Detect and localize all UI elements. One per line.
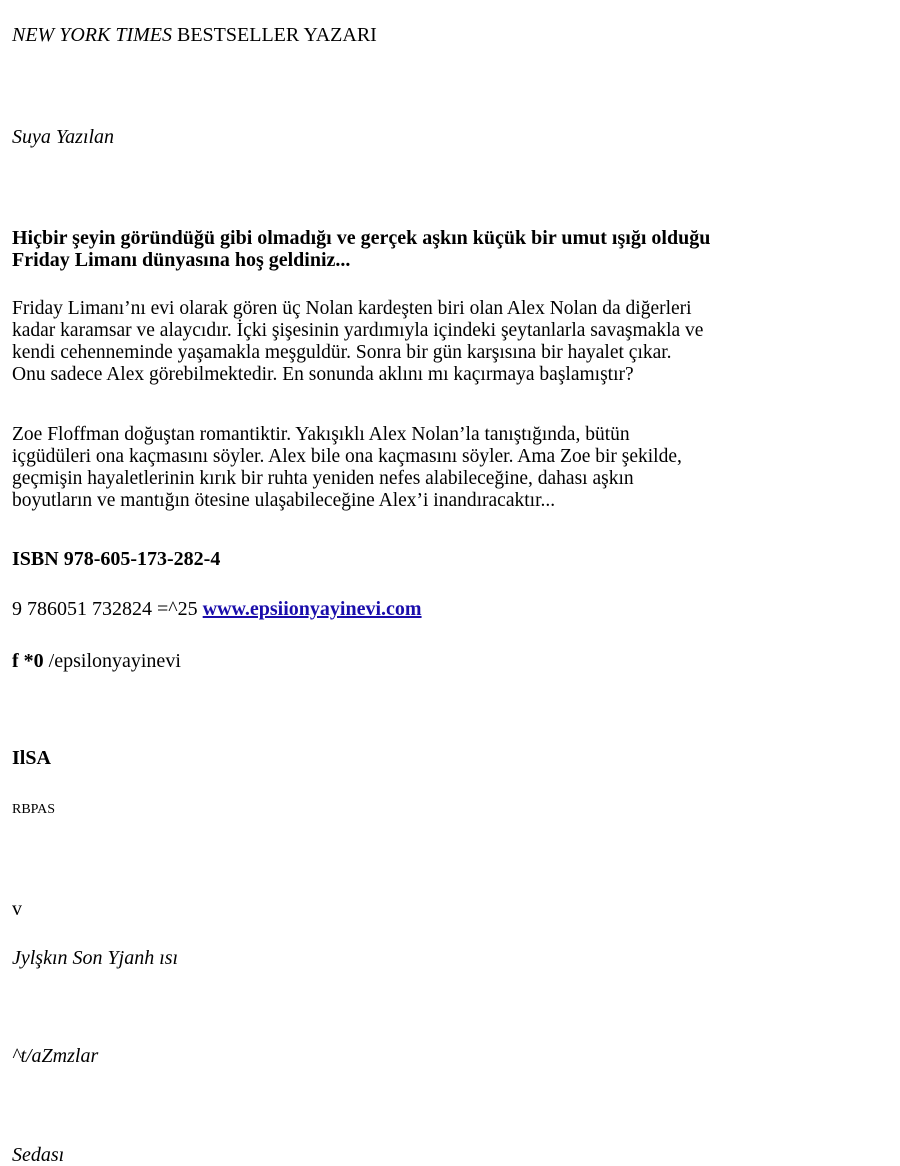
- book-title: Suya Yazılan: [12, 126, 115, 148]
- paragraph-2-line-1: Zoe Floffman doğuştan romantiktir. Yakışıklı Alex Nolan’la tanıştığında, bütün: [12, 424, 630, 445]
- bestseller-header-rest: BESTSELLER YAZARI: [172, 24, 377, 46]
- usa-label: IlSA: [12, 747, 51, 769]
- tagline-line-2: Friday Limanı dünyasına hoş geldiniz...: [12, 249, 351, 271]
- barcode-number: 9 786051 732824 =^25: [12, 598, 203, 620]
- paragraph-2-line-2: içgüdüleri ona kaçmasını söyler. Alex bile ona kaçmasını söyler. Ama Zoe bir şekilde,: [12, 446, 682, 467]
- paragraph-1-line-4: Onu sadece Alex görebilmektedir. En sonunda aklını mı kaçırmaya başlamıştır?: [12, 364, 634, 385]
- paragraph-1-line-3: kendi cehenneminde yaşamakla meşguldür. Sonra bir gün karşısına bir hayalet çıkar.: [12, 342, 672, 363]
- tagline: [12, 227, 710, 271]
- series-title-2: ^t/aZmzlar: [12, 1045, 99, 1067]
- bestseller-header-italic: NEW YORK TIMES: [12, 24, 172, 46]
- rbpas-label: RBPAS: [12, 802, 56, 817]
- series-title-3: Sedası: [12, 1144, 65, 1166]
- v-mark: v: [12, 898, 22, 920]
- social-icons-text: f *0: [12, 650, 44, 672]
- isbn: ISBN 978-605-173-282-4: [12, 548, 221, 570]
- barcode-line: [12, 598, 422, 620]
- paragraph-2: [12, 424, 682, 512]
- tagline-line-1: Hiçbir şeyin göründüğü gibi olmadığı ve gerçek aşkın küçük bir umut ışığı olduğu: [12, 227, 711, 249]
- paragraph-2-line-3: geçmişin hayaletlerinin kırık bir ruhta yeniden nefes alabileceğine, dahası aşkın: [12, 468, 634, 489]
- paragraph-1: [12, 298, 703, 386]
- series-title-1: Jylşkın Son Yjanh ısı: [12, 947, 179, 969]
- social-handle: /epsilonyayinevi: [43, 650, 181, 672]
- publisher-website-link[interactable]: www.epsiionyayinevi.com: [202, 598, 422, 620]
- social-line: [12, 650, 181, 672]
- paragraph-2-line-4: boyutların ve mantığın ötesine ulaşabileceğine Alex’i inandıracaktır...: [12, 490, 556, 511]
- paragraph-1-line-2: kadar karamsar ve alaycıdır. İçki şişesinin yardımıyla içindeki şeytanlarla savaşmakla ve: [12, 320, 704, 341]
- paragraph-1-line-1: Friday Limanı’nı evi olarak gören üç Nolan kardeşten biri olan Alex Nolan da diğerleri: [12, 298, 692, 319]
- bestseller-header: [12, 24, 377, 46]
